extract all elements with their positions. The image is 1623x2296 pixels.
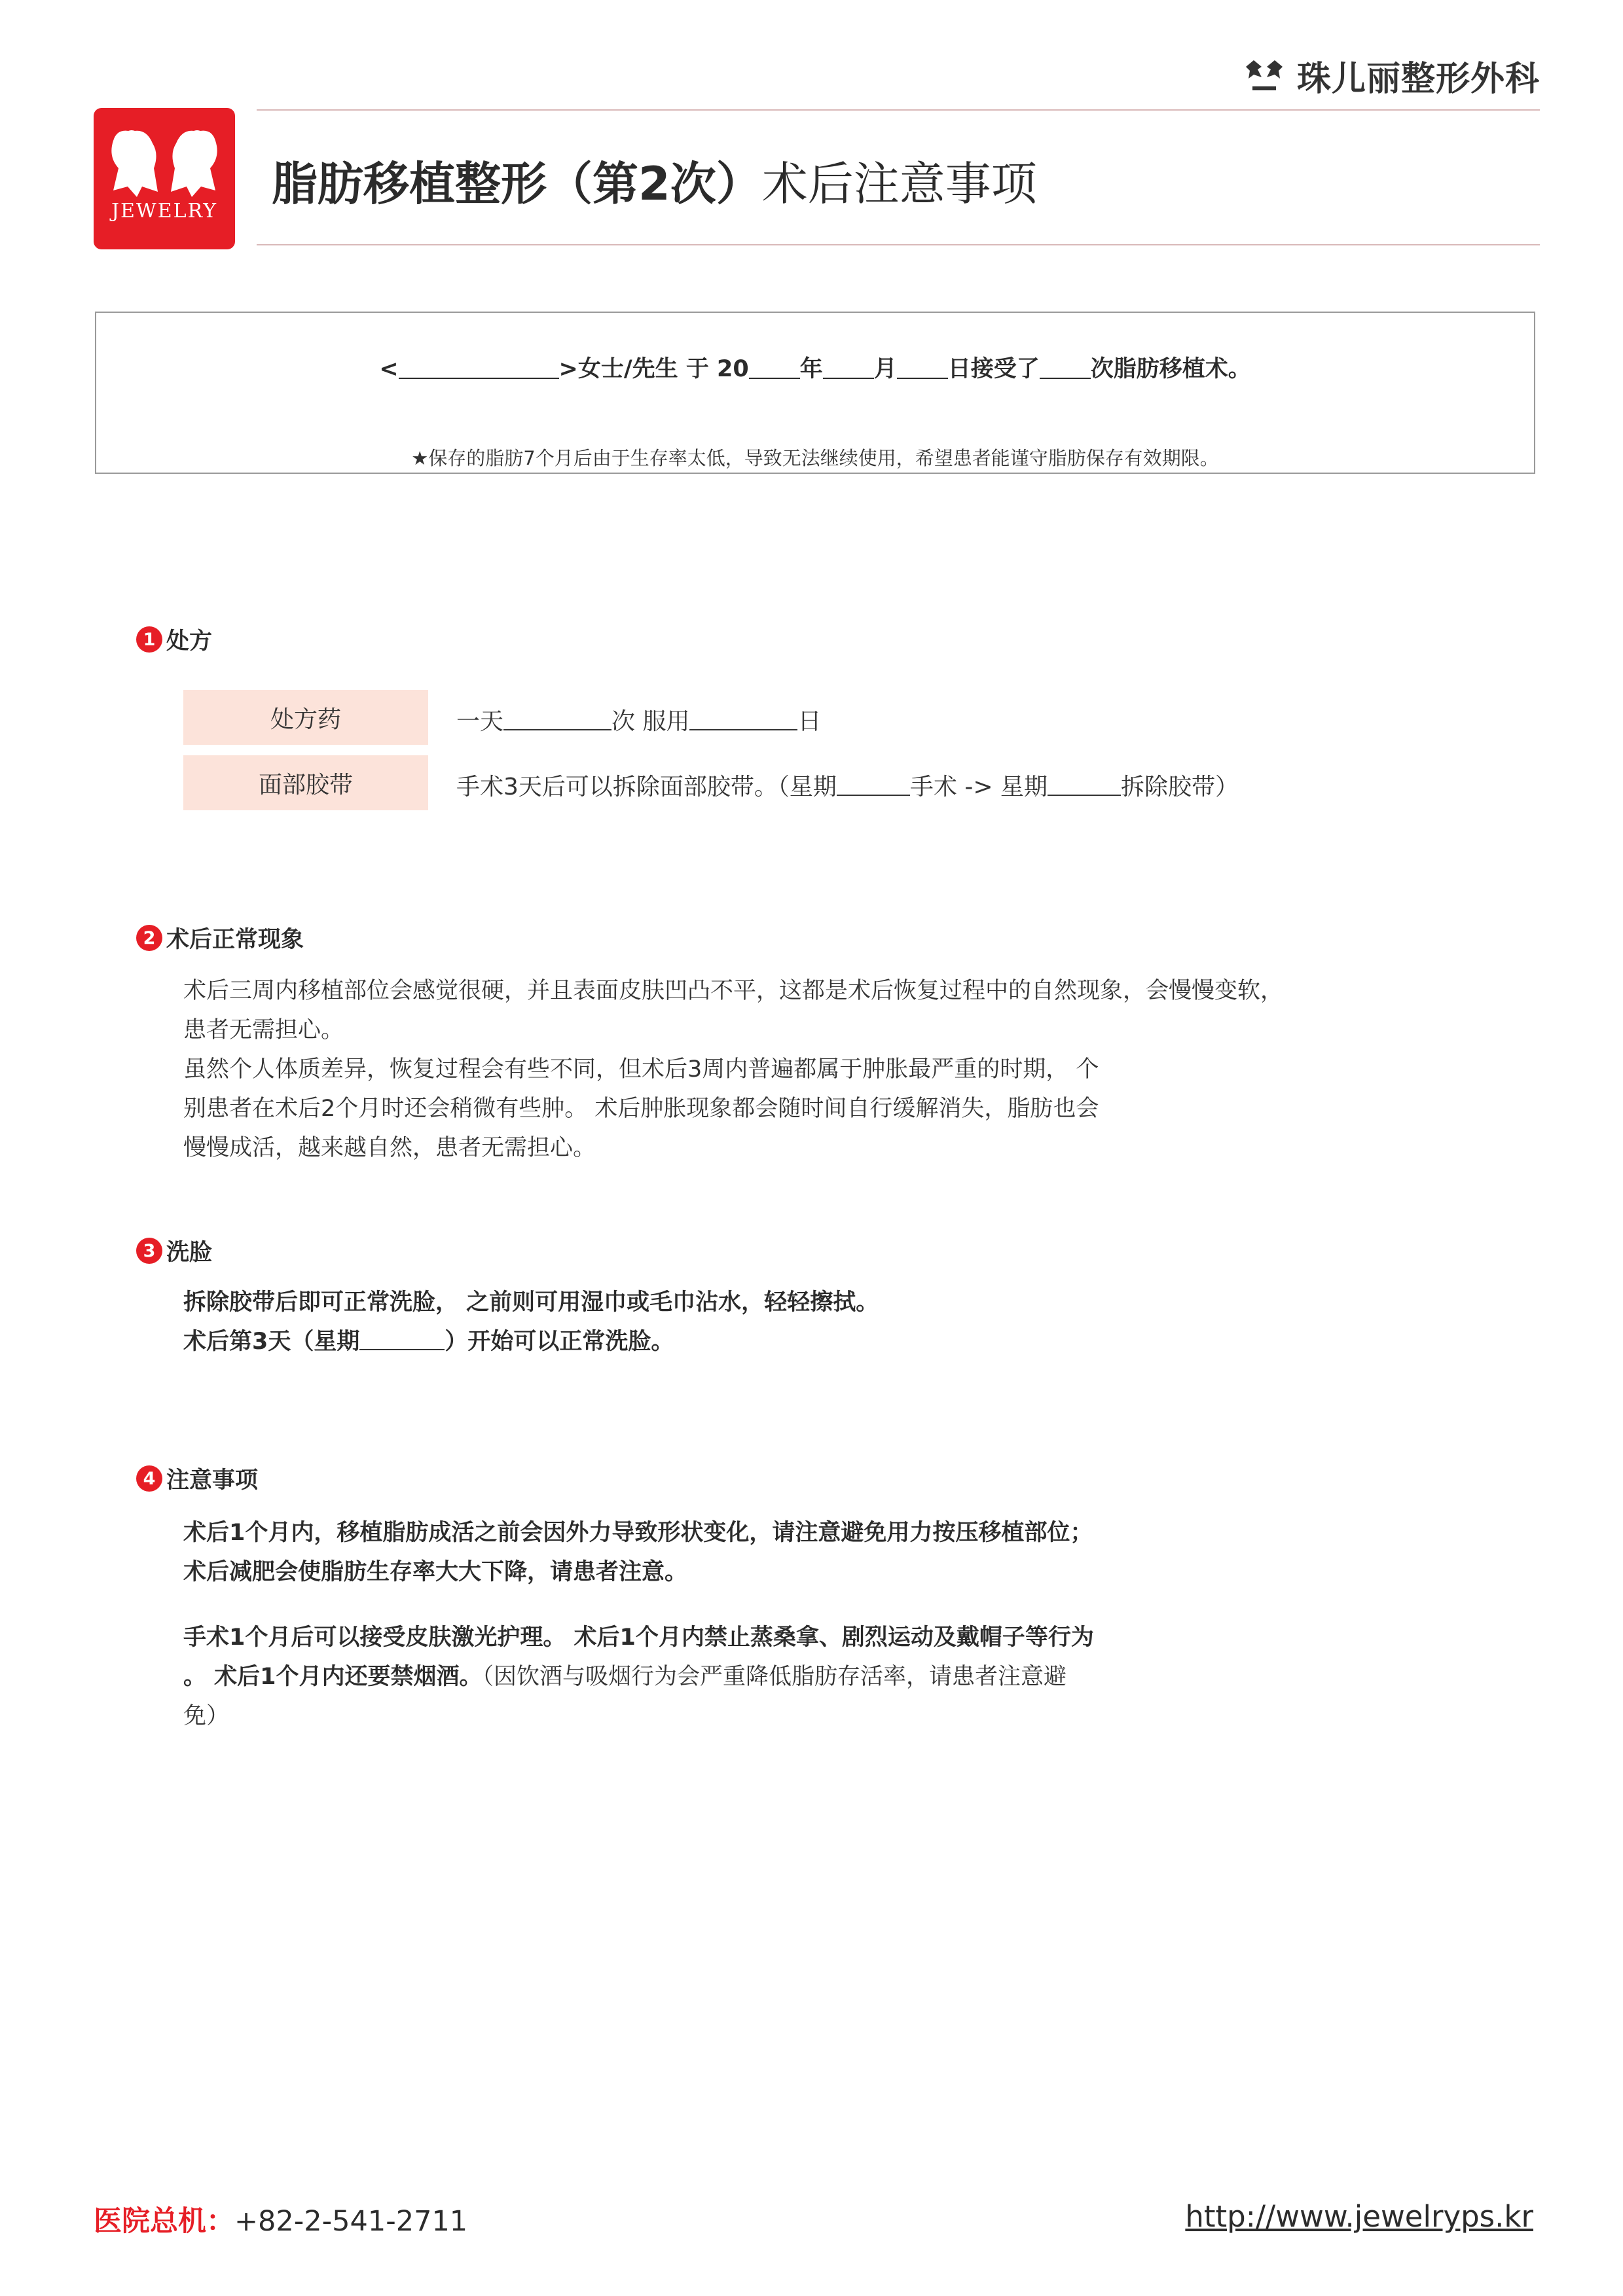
section-4-line: 术后1个月内，移植脂肪成活之前会因外力导致形状变化，请注意避免用力按压移植部位； [183, 1520, 1093, 1546]
weekday-blank-2 [1048, 772, 1121, 796]
year-label: 年 [799, 356, 823, 382]
header-divider-bottom [257, 244, 1540, 245]
brand-name: 珠儿丽整形外科 [1296, 60, 1540, 99]
section-2-line: 术后三周内移植部位会感觉很硬，并且表面皮肤凹凸不平，这都是术后恢复过程中的自然现象，会慢慢变软， [183, 978, 1284, 1004]
section-3-text-a: 术后第3天（星期 [183, 1329, 360, 1355]
section-3-line: 拆除胶带后即可正常洗脸， 之前则可用湿巾或毛巾沾水，轻轻擦拭。 [183, 1289, 879, 1316]
section-1-title: 处方 [166, 628, 213, 655]
logo-figures-icon [94, 115, 235, 206]
page-title-normal: 术后注意事项 [761, 157, 1037, 211]
section-4-normal-text: （因饮酒与吸烟行为会严重降低脂肪存活率，请患者注意避 [482, 1664, 1067, 1690]
count-blank [1040, 354, 1091, 379]
section-1-heading [136, 623, 212, 656]
section-number-badge: 4 [136, 1465, 162, 1492]
section-2-title: 术后正常现象 [166, 927, 304, 953]
year-blank [749, 354, 800, 379]
weekday-blank-1 [837, 772, 910, 796]
patient-line [96, 351, 1534, 384]
section-2-line: 虽然个人体质差异，恢复过程会有些不同，但术后3周内普遍都属于肿胀最严重的时期， 个 [183, 1056, 1099, 1083]
section-4-title: 注意事项 [166, 1467, 259, 1494]
section-number-badge: 1 [136, 626, 162, 653]
section-4-block-1 [183, 1513, 1093, 1592]
header-divider-top [257, 109, 1540, 111]
section-number-badge: 2 [136, 925, 162, 951]
days-blank [689, 707, 797, 730]
month-blank [823, 354, 874, 379]
patient-title-text: >女士/先生 于 20 [558, 356, 749, 382]
patient-name-blank [399, 354, 559, 379]
rx-medicine-text-1: 一天 [456, 708, 504, 735]
footer-url-link[interactable]: http://www.jewelryps.kr [1185, 2199, 1533, 2234]
rx-tape-text-2: 手术 -> 星期 [909, 774, 1048, 800]
section-4-bold-text: 。 术后1个月内还要禁烟酒。 [183, 1664, 483, 1690]
section-2-body [183, 971, 1283, 1168]
logo-text: JEWELRY [111, 200, 218, 223]
rx-tape-text-1: 手术3天后可以拆除面部胶带。（星期 [456, 774, 837, 800]
section-3-title: 洗脸 [166, 1240, 213, 1266]
rx-value-medicine [456, 703, 821, 736]
wash-weekday-blank [359, 1327, 445, 1350]
times-blank [503, 707, 611, 730]
patient-open: < [379, 356, 399, 382]
notice-text: ★保存的脂肪7个月后由于生存率太低，导致无法继续使用，希望患者能谨守脂肪保存有效期限。 [411, 447, 1219, 469]
section-3-heading [136, 1234, 212, 1267]
section-4-block-2 [183, 1618, 1094, 1736]
phone-number[interactable]: +82-2-541-2711 [234, 2205, 468, 2238]
page-title [272, 147, 1037, 213]
section-4-line: 术后减肥会使脂肪生存率大大下降，请患者注意。 [183, 1559, 688, 1585]
section-3-line [183, 1322, 879, 1361]
section-3-body [183, 1283, 879, 1361]
rx-value-tape [456, 768, 1239, 802]
section-2-line: 别患者在术后2个月时还会稍微有些肿。 术后肿胀现象都会随时间自行缓解消失，脂肪也会 [183, 1096, 1099, 1122]
rx-label-medicine: 处方药 [183, 690, 428, 745]
day-label: 日接受了 [947, 356, 1040, 382]
rx-medicine-text-3: 日 [797, 708, 822, 735]
page-title-bold: 脂肪移植整形（第2次） [272, 157, 762, 211]
month-label: 月 [873, 356, 897, 382]
rx-medicine-text-2: 次 服用 [611, 708, 690, 735]
section-4-heading [136, 1462, 258, 1495]
section-4-line [183, 1657, 1094, 1696]
section-2-line: 患者无需担心。 [183, 1017, 344, 1043]
footer-phone [94, 2199, 467, 2239]
rx-label-tape: 面部胶带 [183, 755, 428, 810]
day-blank [897, 354, 948, 379]
section-2-line: 慢慢成活，越来越自然，患者无需担心。 [183, 1135, 596, 1161]
section-2-heading [136, 922, 304, 954]
logo [94, 108, 235, 249]
brand-header [1243, 51, 1540, 100]
section-3-text-b: ）开始可以正常洗脸。 [445, 1329, 674, 1355]
rx-tape-text-3: 拆除胶带） [1120, 774, 1239, 800]
brand-logo-icon [1243, 58, 1285, 94]
phone-label: 医院总机： [94, 2205, 234, 2238]
surgery-label: 次脂肪移植术。 [1090, 356, 1251, 382]
section-number-badge: 3 [136, 1238, 162, 1264]
section-4-line: 手术1个月后可以接受皮肤激光护理。 术后1个月内禁止蒸桑拿、剧烈运动及戴帽子等行为 [183, 1624, 1094, 1651]
section-4-line: 免） [183, 1703, 230, 1729]
patient-info-box [95, 312, 1535, 474]
